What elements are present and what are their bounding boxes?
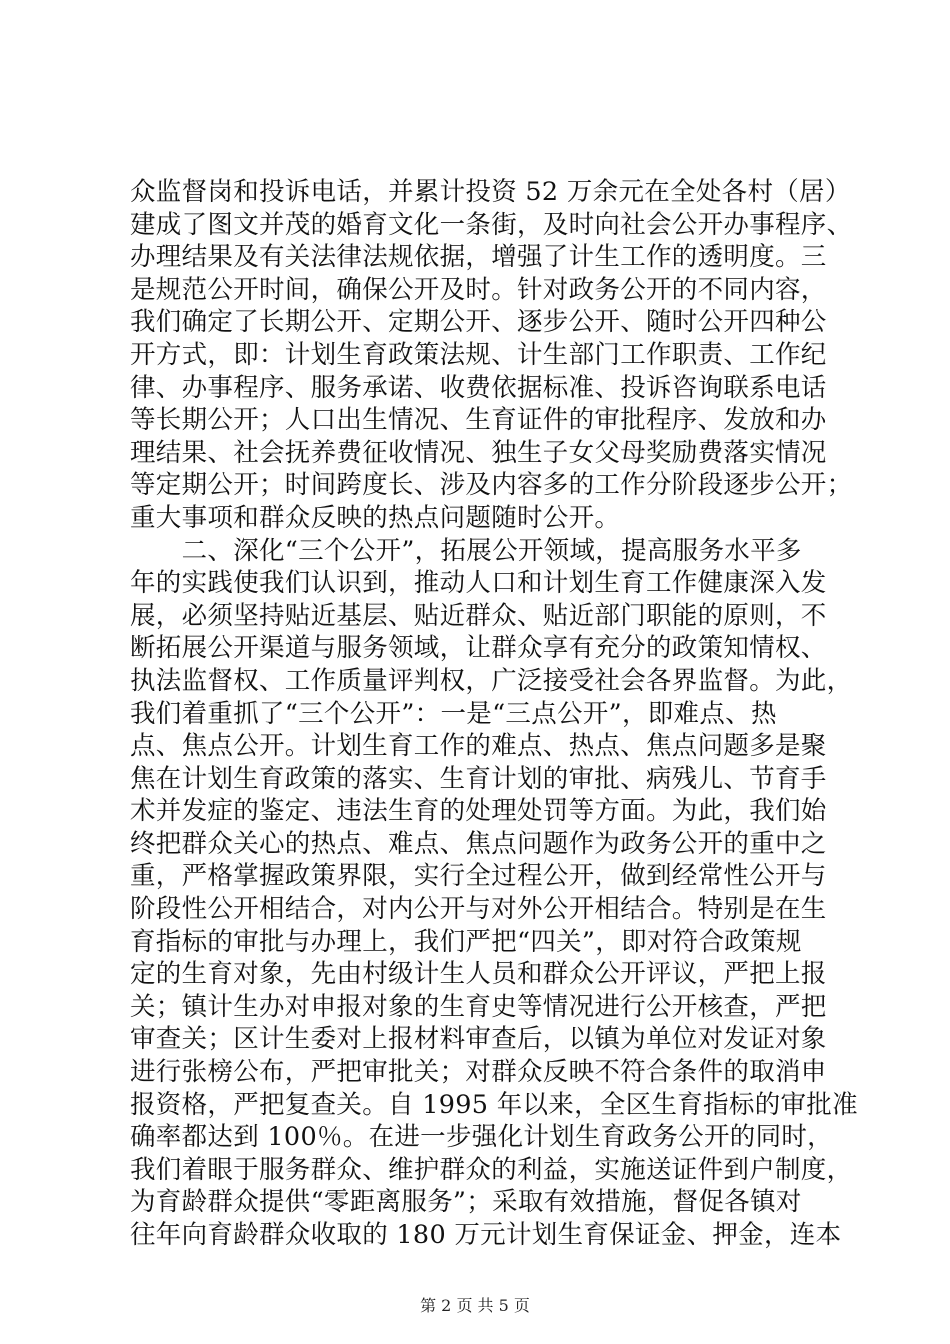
text-line: 为育龄群众提供“零距离服务”；采取有效措施，督促各镇对 <box>130 1187 802 1218</box>
body-text <box>130 176 858 1252</box>
section-heading-line: 二、深化“三个公开”，拓展公开领域，提高服务水平多 <box>130 535 802 566</box>
text-line: 阶段性公开相结合，对内公开与对外公开相结合。特别是在生 <box>130 894 827 925</box>
text-line: 开方式，即：计划生育政策法规、计生部门工作职责、工作纪 <box>130 339 827 370</box>
text-line: 年的实践使我们认识到，推动人口和计划生育工作健康深入发 <box>130 568 827 599</box>
text-line: 进行张榜公布，严把审批关；对群众反映不符合条件的取消申 <box>130 1057 827 1088</box>
text-line: 是规范公开时间，确保公开及时。针对政务公开的不同内容， <box>130 274 827 305</box>
text-line: 重大事项和群众反映的热点问题随时公开。 <box>130 502 621 533</box>
text-line: 终把群众关心的热点、难点、焦点问题作为政务公开的重中之 <box>130 828 827 859</box>
text-line: 展，必须坚持贴近基层、贴近群众、贴近部门职能的原则，不 <box>130 600 827 631</box>
text-line: 办理结果及有关法律法规依据，增强了计生工作的透明度。三 <box>130 242 827 273</box>
text-line: 确率都达到 100％。在进一步强化计划生育政务公开的同时， <box>130 1122 833 1153</box>
text-line: 执法监督权、工作质量评判权，广泛接受社会各界监督。为此， <box>130 665 853 696</box>
text-line: 我们着眼于服务群众、维护群众的利益，实施送证件到户制度， <box>130 1154 853 1185</box>
text-line: 等长期公开；人口出生情况、生育证件的审批程序、发放和办 <box>130 405 827 436</box>
text-line: 重，严格掌握政策界限，实行全过程公开，做到经常性公开与 <box>130 861 827 892</box>
text-line: 众监督岗和投诉电话，并累计投资 52 万余元在全处各村（居） <box>130 177 851 207</box>
text-line: 定的生育对象，先由村级计生人员和群众公开评议，严把上报 <box>130 959 827 990</box>
text-line: 律、办事程序、服务承诺、收费依据标准、投诉咨询联系电话 <box>130 372 827 403</box>
text-line: 理结果、社会抚养费征收情况、独生子女父母奖励费落实情况 <box>130 437 827 468</box>
text-line: 术并发症的鉴定、违法生育的处理处罚等方面。为此，我们始 <box>130 796 827 827</box>
page-number-footer: 第 2 页 共 5 页 <box>420 1296 530 1315</box>
text-line: 往年向育龄群众收取的 180 万元计划生育保证金、押金，连本 <box>130 1220 842 1250</box>
text-line: 等定期公开；时间跨度长、涉及内容多的工作分阶段逐步公开； <box>130 470 853 501</box>
text-line: 建成了图文并茂的婚育文化一条街，及时向社会公开办事程序、 <box>130 209 853 240</box>
text-line: 断拓展公开渠道与服务领域，让群众享有充分的政策知情权、 <box>130 633 827 664</box>
text-line: 关；镇计生办对申报对象的生育史等情况进行公开核查，严把 <box>130 991 827 1022</box>
text-line: 焦在计划生育政策的落实、生育计划的审批、病残儿、节育手 <box>130 763 827 794</box>
text-line: 育指标的审批与办理上，我们严把“四关”，即对符合政策规 <box>130 926 802 957</box>
text-line: 审查关；区计生委对上报材料审查后，以镇为单位对发证对象 <box>130 1024 827 1055</box>
text-line: 点、焦点公开。计划生育工作的难点、热点、焦点问题多是聚 <box>130 731 827 762</box>
text-line: 我们着重抓了“三个公开”：一是“三点公开”，即难点、热 <box>130 698 777 729</box>
text-line: 报资格，严把复查关。自 1995 年以来，全区生育指标的审批准 <box>130 1089 858 1120</box>
text-line: 我们确定了长期公开、定期公开、逐步公开、随时公开四种公 <box>130 307 827 338</box>
